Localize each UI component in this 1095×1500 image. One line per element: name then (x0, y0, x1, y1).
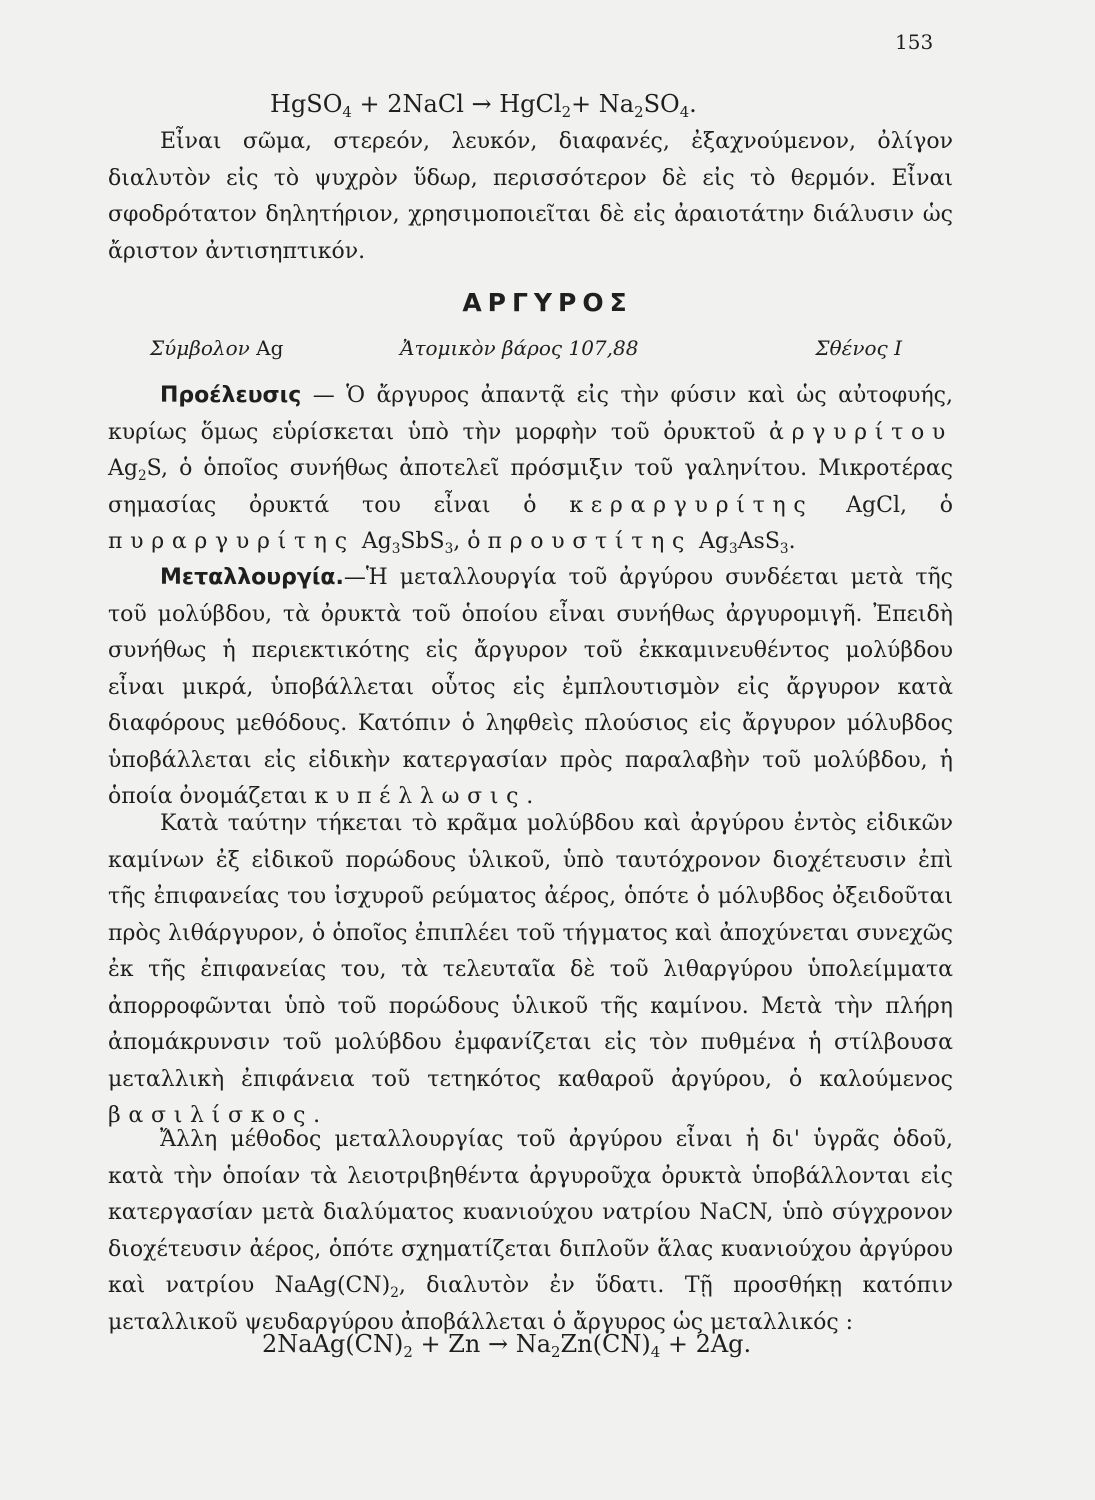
cupellation-paragraph: Κατὰ ταύτην τήκεται τὸ κρᾶμα μολύβδου καὶ ἀργύρου ἐντὸς εἰδικῶν καμίνων ἐξ εἰδικοῦ πορώδους ὑλικοῦ, ὑπὸ ταυτόχρονον διοχέτευσιν ἐπὶ τῆς ἐπιφανείας του ἰσχυροῦ ρεύματος ἀέρος, ὁπότε ὁ μόλυβδος ὀξειδοῦται πρὸς λιθάργυρον, ὁ ὁποῖος ἐπιπλέει τοῦ τήγματος καὶ ἀποχύνεται συνεχῶς ἐκ τῆς ἐπιφανείας του, τὰ τελευταῖα δὲ τοῦ λιθαργύρου ὑπολείμματα ἀπορροφῶνται ὑπὸ τοῦ πορώδους ὑλικοῦ τῆς καμίνου. Μετὰ τὴν πλήρη ἀπομάκρυνσιν τοῦ μολύβδου ἐμφανίζεται εἰς τὸν πυθμένα ἡ στίλβουσα μεταλλικὴ ἐπιφάνεια τοῦ τετηκότος καθαροῦ ἀργύρου, ὁ καλούμενος βασιλίσκος. (108, 811, 953, 1128)
origin-paragraph: Προέλευσις — Ὁ ἄργυρος ἀπαντᾷ εἰς τὴν φύσιν καὶ ὡς αὐτοφυής, κυρίως ὅμως εὑρίσκεται ὑπὸ τὴν μορφὴν τοῦ ὀρυκτοῦ ἀργυρίτου $Ag_2S$, ὁ ὁποῖος συνήθως ἀποτελεῖ πρόσμιξιν τοῦ γαληνίτου. Μικροτέρας σημασίας ὀρυκτά του εἶναι ὁ κεραργυρίτης AgCl, ὁ πυραργυρίτης $Ag_3SbS_3$, ὁ προυστίτης $Ag_3AsS_3$. (108, 383, 954, 557)
metallurgy-paragraph: Μεταλλουργία.—Ἡ μεταλλουργία τοῦ ἀργύρου συνδέεται μετὰ τῆς τοῦ μολύβδου, τὰ ὀρυκτὰ τοῦ ὁποίου εἶναι συνήθως ἀργυρομιγῆ. Ἐπειδὴ συνήθως ἡ περιεκτικότης εἰς ἄργυρον τοῦ ἐκκαμινευθέντος μολύβδου εἶναι μικρά, ὑποβάλλεται οὗτος εἰς ἐμπλουτισμὸν εἰς ἄργυρον κατὰ διαφόρους μεθόδους. Κατόπιν ὁ ληφθεὶς πλούσιος εἰς ἄργυρον μόλυβδος ὑποβάλλεται εἰς εἰδικὴν κατεργασίαν πρὸς παραλαβὴν τοῦ μολύβδου, ἡ ὁποία ὀνομάζεται κυπέλλωσις. (108, 565, 953, 809)
atomic-weight: Ἀτομικὸν βάρος 107,88 (400, 336, 639, 360)
metallurgy-heading: Μεταλλουργία. (160, 565, 344, 590)
valence: Σθένος I (815, 336, 902, 360)
origin-heading: Προέλευσις (160, 383, 302, 408)
section-title: ΑΡΓΥΡΟΣ (462, 288, 633, 317)
intro-paragraph: Εἶναι σῶμα, στερεόν, λευκόν, διαφανές, ἐξαχνούμενον, ὀλίγον διαλυτὸν εἰς τὸ ψυχρὸν ὕδωρ, περισσότερον δὲ εἰς τὸ θερμόν. Εἶναι σφοδρότατον δηλητήριον, χρησιμοποιεῖται δὲ εἰς ἀραιοτάτην διάλυσιν ὡς ἄριστον ἀντισηπτικόν. (108, 129, 953, 264)
page-number: 153 (895, 30, 934, 54)
wet-method-paragraph: Ἄλλη μέθοδος μεταλλουργίας τοῦ ἀργύρου εἶναι ἡ δι' ὑγρᾶς ὁδοῦ, κατὰ τὴν ὁποίαν τὰ λειοτριβηθέντα ἀργυροῦχα ὀρυκτὰ ὑποβάλλονται εἰς κατεργασίαν μετὰ διαλύματος κυανιούχου νατρίου NaCN, ὑπὸ σύγχρονον διοχέτευσιν ἀέρος, ὁπότε σχηματίζεται διπλοῦν ἅλας κυανιούχου ἀργύρου καὶ νατρίου $NaAg(CN)_2$, διαλυτὸν ἐν ὕδατι. Τῇ προσθήκῃ κατόπιν μεταλλικοῦ ψευδαργύρου ἀποβάλλεται ὁ ἄργυρος ὡς μεταλλικός : (108, 1127, 953, 1335)
symbol-info: Σύμβολον Ag (150, 336, 284, 360)
equation-mercury-chloride: HgSO$_4$ + 2NaCl → HgCl$_2$+ $Na_2SO_4$. (270, 90, 697, 122)
equation-silver-displacement: $2NaAg(CN)_2 + Zn \to Na_2Zn(CN)_4 + 2Ag$. (262, 1330, 752, 1362)
